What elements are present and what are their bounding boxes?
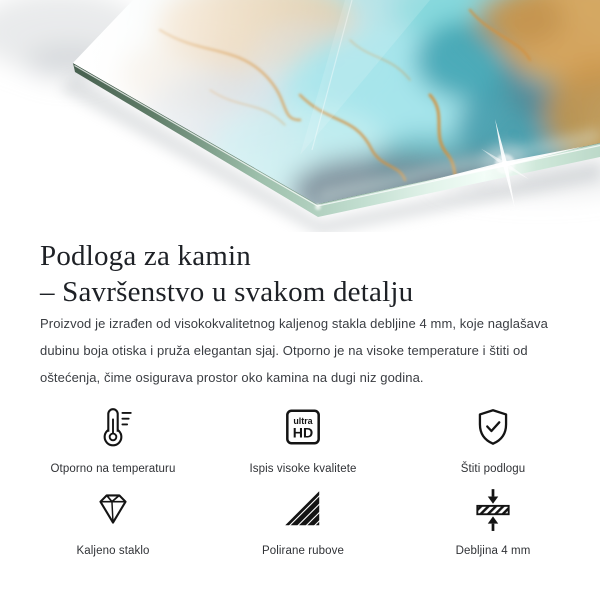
feature-label: Ispis visoke kvalitete <box>249 463 357 475</box>
thermometer-icon <box>90 404 136 450</box>
ultra-hd-icon-text-top: ultra <box>293 415 313 426</box>
page-title-line1: Podloga za kamin <box>40 240 251 272</box>
thickness-icon <box>470 486 516 532</box>
feature-label: Otporno na temperaturu <box>50 463 176 475</box>
product-info-section <box>0 232 600 558</box>
product-image <box>0 0 600 232</box>
feature-polished-edges <box>208 486 398 558</box>
feature-tempered-glass <box>18 486 208 558</box>
feature-label: Štiti podlogu <box>460 463 526 475</box>
product-description: Proizvod je izrađen od visokokvalitetnog kaljenog stakla debljine 4 mm, koje naglašava dubinu boja otiska i pruža elegantan sjaj. Otporno je na visoke temperature i štiti od oštećenja, čime osigurava prostor oko kamina na dugi niz godina. <box>40 316 548 385</box>
shield-check-icon <box>470 404 516 450</box>
feature-protection <box>398 404 588 476</box>
ultra-hd-icon-text-bottom: HD <box>292 424 314 441</box>
page-title-line2: – Savršenstvo u svakom detalju <box>40 276 414 308</box>
feature-grid <box>18 404 590 558</box>
polished-edges-icon <box>280 486 326 532</box>
feature-temperature <box>18 404 208 476</box>
feature-label: Polirane rubove <box>261 545 345 557</box>
feature-label: Kaljeno staklo <box>76 545 150 557</box>
feature-print-quality <box>208 404 398 476</box>
ultra-hd-icon <box>280 404 326 450</box>
diamond-icon <box>90 486 136 532</box>
feature-label: Debljina 4 mm <box>455 545 531 557</box>
feature-thickness <box>398 486 588 558</box>
hero-section <box>0 0 600 232</box>
page-title <box>40 238 570 310</box>
